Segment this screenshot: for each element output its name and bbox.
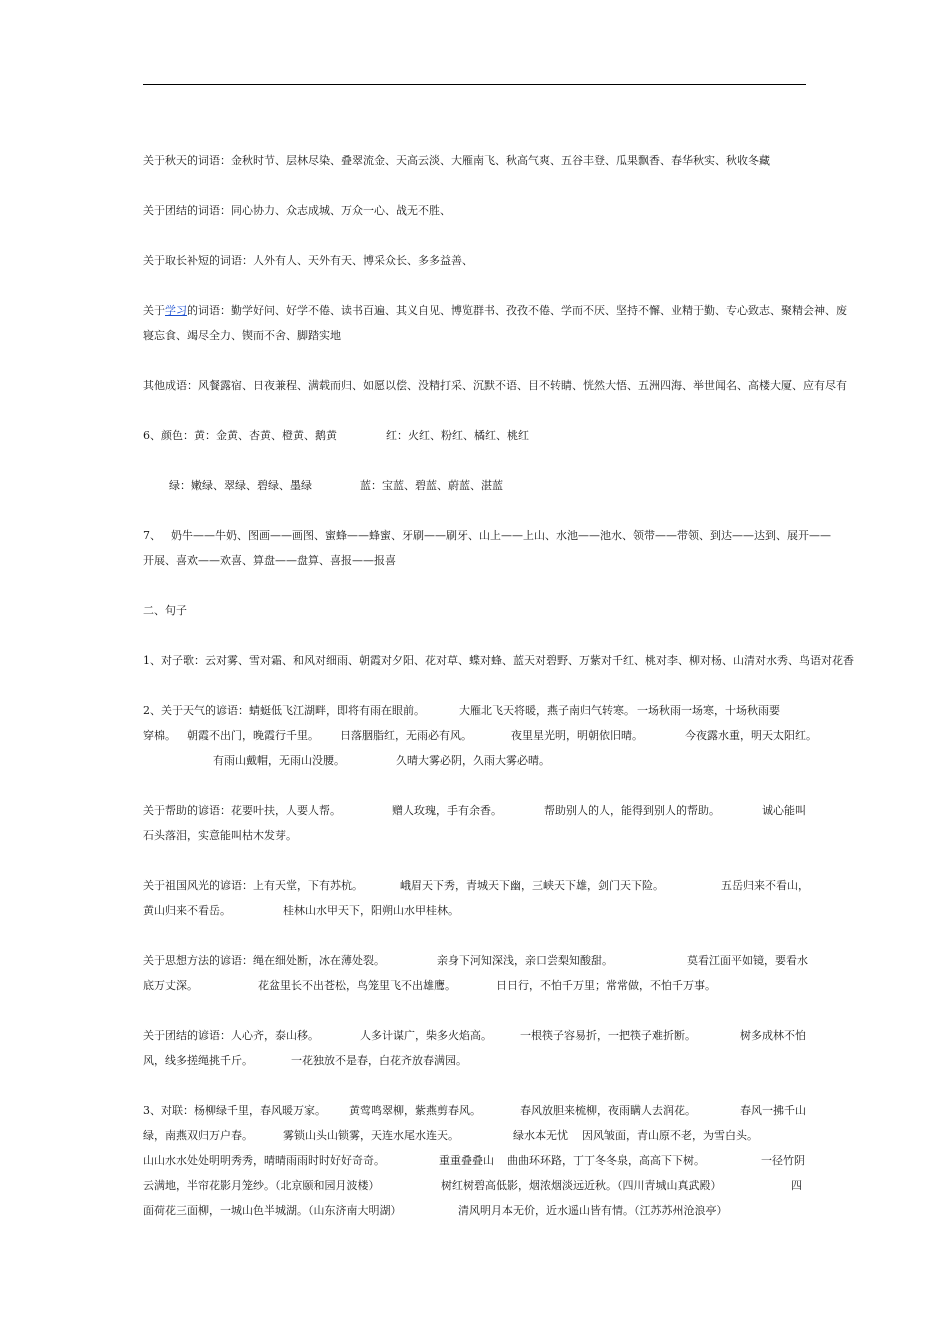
weather-text: 久晴大雾必阴，久雨大雾必晴。 [396,754,550,767]
help-text: 诚心能叫 [762,804,806,817]
study-link[interactable]: 学习 [165,304,187,317]
unity-text: 一根筷子容易折，一把筷子难折断。 [520,1029,696,1042]
couplet-text: 云满地，半帘花影月笼纱。（北京颐和园月波楼） [143,1179,380,1192]
couplets-line3 [143,1150,808,1175]
weather-text: 朝霞不出门，晚霞行千里。 [187,729,319,742]
other-idioms: 其他成语：风餐露宿、日夜兼程、满载而归、如愿以偿、没精打采、沉默不语、目不转睛、恍然大悟、五洲四海、举世闻名、高楼大厦、应有尽有 [143,379,847,392]
colors-yellow: 6、颜色：黄：金黄、杏黄、橙黄、鹅黄 [143,429,337,442]
couplet-text: 绿，南燕双归万户春。 [143,1129,253,1142]
method-text: 日日行，不怕千万里；常常做，不怕千万事。 [496,979,716,992]
couplet-text: 因风皱面，青山原不老，为雪白头。 [582,1129,758,1142]
study-prefix: 关于 [143,304,165,317]
weather-text: 一场秋雨一场寒，十场秋雨要 [637,704,780,717]
couplet-text: 面荷花三面柳，一城山色半城湖。（山东济南大明湖） [143,1204,402,1217]
weather-text: 今夜露水重，明天太阳红。 [685,729,817,742]
couplet-text: 春风放胆来梳柳，夜雨瞒人去润花。 [520,1104,696,1117]
scenery-line2 [143,900,808,925]
couplet-text: 3、对联：杨柳绿千里，春风暖万家。 [143,1104,326,1117]
weather-line3 [143,750,808,775]
section-heading: 二、句子 [143,604,187,617]
weather-line1 [143,700,808,725]
colors-green: 绿：嫩绿、翠绿、碧绿、墨绿 [169,479,312,492]
weather-text: 2、关于天气的谚语：蜻蜓低飞江湖畔，即将有雨在眼前。 [143,704,425,717]
scenery-text: 峨眉天下秀，青城天下幽，三峡天下雄，剑门天下险。 [400,879,664,892]
couplet-text: 清风明月本无价，近水遥山皆有情。（江苏苏州沧浪亭） [458,1204,728,1217]
scenery-text: 黄山归来不看岳。 [143,904,231,917]
weather-text: 穿棉。 [143,729,176,742]
couplet-text: 四 [791,1179,802,1192]
couplet-text: 山山水水处处明明秀秀，晴晴雨雨时时好好奇奇。 [143,1154,385,1167]
item7-text: 奶牛——牛奶、图画——画图、蜜蜂——蜂蜜、牙刷——刷牙、山上——上山、水池——池水、领带——带领、到达——达到、展开—— [171,529,831,542]
unity-text: 关于团结的谚语：人心齐，泰山移。 [143,1029,319,1042]
unity-words: 关于团结的词语：同心协力、众志成城、万众一心、战无不胜、 [143,204,451,217]
couplets-line2 [143,1125,808,1150]
unity-text: 风，线多搓绳挑千斤。 [143,1054,253,1067]
unity-text: 一花独放不是春，白花齐放春满园。 [291,1054,467,1067]
method-text: 莫看江面平如镜，要看水 [687,954,808,967]
help-line2: 石头落泪，实意能叫枯木发芽。 [143,829,297,842]
couplets-line1 [143,1100,808,1125]
study-words-line1 [143,300,847,325]
couplet-text: 树红树碧高低影，烟浓烟淡远近秋。（四川青城山真武殿） [441,1179,722,1192]
couplet-text: 绿水本无忧 [513,1129,568,1142]
weather-text: 夜里星光明，明朝依旧晴。 [511,729,643,742]
couplets-line5 [143,1200,808,1225]
study-words-line2: 寝忘食、竭尽全力、锲而不舍、脚踏实地 [143,329,341,342]
method-text: 花盆里长不出苍松，鸟笼里飞不出雄鹰。 [258,979,456,992]
scenery-text: 五岳归来不看山， [721,879,809,892]
couplet-text: 一径竹阴 [761,1154,805,1167]
weather-text: 有雨山戴帽，无雨山没腰。 [213,754,345,767]
method-line1 [143,950,808,975]
help-text: 赠人玫瑰，手有余香。 [392,804,502,817]
weather-text: 大雁北飞天将暖，燕子南归气转寒。 [459,704,635,717]
duizi-song: 1、对子歌：云对雾、雪对霜、和风对细雨、朝霞对夕阳、花对草、蝶对蜂、蓝天对碧野、万紫对千红、桃对李、柳对杨、山清对水秀、鸟语对花香 [143,654,854,667]
item7-line2: 开展、喜欢——欢喜、算盘——盘算、喜报——报喜 [143,554,396,567]
colors-line2 [143,475,808,500]
method-text: 底万丈深。 [143,979,198,992]
unity-text: 人多计谋广，柴多火焰高。 [360,1029,492,1042]
couplet-text: 曲曲环环路，丁丁冬冬泉，高高下下树。 [507,1154,705,1167]
couplet-text: 雾锁山头山锁雾，天连水尾水连天。 [283,1129,459,1142]
item7-number: 7、 [143,529,161,542]
autumn-words: 关于秋天的词语：金秋时节、层林尽染、叠翠流金、天高云淡、大雁南飞、秋高气爽、五谷丰登、瓜果飘香、春华秋实、秋收冬藏 [143,154,770,167]
method-line2 [143,975,808,1000]
colors-blue: 蓝：宝蓝、碧蓝、蔚蓝、湛蓝 [360,479,503,492]
colors-red: 红：火红、粉红、橘红、桃红 [386,429,529,442]
unity2-line2 [143,1050,808,1075]
header-rule [143,84,806,85]
help-text: 关于帮助的谚语：花要叶扶，人要人帮。 [143,804,341,817]
method-text: 关于思想方法的谚语：绳在细处断，冰在薄处裂。 [143,954,385,967]
couplet-text: 黄莺鸣翠柳，紫燕剪春风。 [349,1104,481,1117]
scenery-line1 [143,875,808,900]
couplets-line4 [143,1175,808,1200]
weather-text: 日落胭脂红，无雨必有风。 [340,729,472,742]
couplet-text: 春风一拂千山 [740,1104,806,1117]
unity-text: 树多成林不怕 [740,1029,806,1042]
document-body [143,150,854,1225]
help-line1 [143,800,808,825]
scenery-text: 关于祖国风光的谚语：上有天堂，下有苏杭。 [143,879,363,892]
help-text: 帮助别人的人，能得到别人的帮助。 [544,804,720,817]
colors-line1 [143,425,808,450]
unity2-line1 [143,1025,808,1050]
method-text: 亲身下河知深浅，亲口尝梨知酸甜。 [437,954,613,967]
scenery-text: 桂林山水甲天下，阳朔山水甲桂林。 [283,904,459,917]
weather-line2 [143,725,817,750]
study-suffix: 的词语：勤学好问、好学不倦、读书百遍、其义自见、博览群书、孜孜不倦、学而不厌、坚持不懈、业精于勤、专心致志、聚精会神、废 [187,304,847,317]
strengths-words: 关于取长补短的词语：人外有人、天外有天、博采众长、多多益善、 [143,254,473,267]
couplet-text: 重重叠叠山 [439,1154,494,1167]
item7-line1 [143,525,831,550]
